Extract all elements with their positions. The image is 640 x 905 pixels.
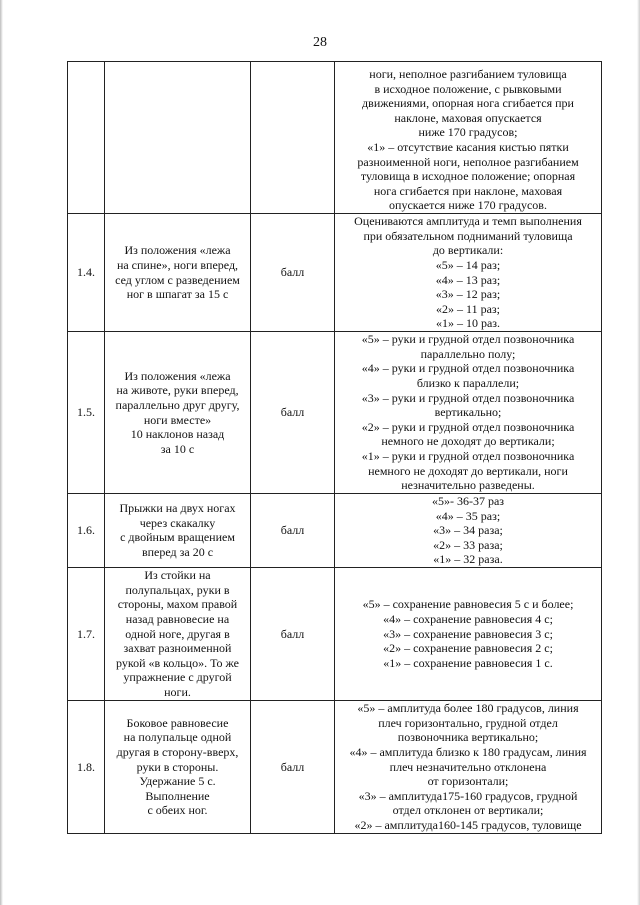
exercise-line: на спине», ноги вперед,	[116, 257, 239, 272]
criteria-line: отдел отклонен от вертикали;	[392, 803, 544, 818]
exercise-line: Из стойки на	[144, 568, 211, 583]
exercise-description	[105, 332, 251, 494]
criteria-table-body	[68, 62, 602, 834]
unit-of-measure: балл	[251, 567, 335, 700]
exercise-line: ног в шпагат за 15 с	[126, 287, 229, 302]
exercise-line: полупальцах, руки в	[125, 582, 230, 597]
criteria-line: наклоне, маховая опускается	[394, 110, 542, 125]
table-row	[68, 567, 602, 700]
criteria-line: в исходное положение, с рывковыми	[374, 81, 562, 96]
criteria-line: «2» – 33 раза;	[433, 537, 503, 552]
criteria-line: близко к параллели;	[416, 376, 520, 391]
criteria-line: «5» – амплитуда более 180 градусов, линия	[357, 701, 579, 716]
criteria-line: «4» – 13 раз;	[435, 272, 501, 287]
unit-of-measure: балл	[251, 700, 335, 833]
criteria-line: «3» – амплитуда175-160 градусов, грудной	[358, 788, 578, 803]
item-number	[68, 62, 105, 214]
criteria-line: «1» – 32 раза.	[433, 552, 503, 567]
criteria-line: «4» – амплитуда близко к 180 градусам, линия	[349, 745, 587, 760]
unit-of-measure	[251, 62, 335, 214]
criteria-line: «5» – руки и грудной отдел позвоночника	[361, 332, 575, 347]
exercise-line: вперед за 20 с	[141, 545, 214, 560]
exercise-line: Удержание 5 с.	[139, 774, 216, 789]
exercise-line: ноги.	[164, 685, 191, 700]
criteria-line: «3» – 12 раз;	[435, 287, 501, 302]
criteria-line: «5» – 14 раз;	[435, 257, 501, 272]
criteria-line: «2» – сохранение равновесия 2 с;	[383, 641, 553, 656]
exercise-line: параллельно друг другу,	[115, 397, 240, 412]
exercise-line: на животе, руки вперед,	[116, 383, 239, 398]
criteria-line: разноименной ноги, неполное разгибанием	[357, 154, 579, 169]
exercise-description	[105, 567, 251, 700]
criteria-line: Оцениваются амплитуда и темп выполнения	[354, 214, 582, 229]
criteria-line: движениями, опорная нога сгибается при	[362, 96, 574, 111]
scan-left-edge	[0, 0, 3, 905]
criteria-line: «2» – руки и грудной отдел позвоночника	[361, 419, 575, 434]
criteria-line: незначительно разведены.	[401, 478, 535, 493]
criteria-line: немного не доходят до вертикали, ноги	[368, 463, 568, 478]
exercise-line: рукой «в кольцо». То же	[116, 655, 239, 670]
criteria-line: «4» – сохранение равновесия 4 с;	[383, 612, 553, 627]
criteria-line: от горизонтали;	[427, 774, 509, 789]
unit-of-measure: балл	[251, 494, 335, 568]
criteria-line: «1» – руки и грудной отдел позвоночника	[361, 448, 575, 463]
criteria-line: «1» – 10 раз.	[435, 316, 501, 331]
table-row	[68, 214, 602, 332]
evaluation-criteria	[335, 62, 602, 214]
item-number: 1.6.	[68, 494, 105, 568]
criteria-line: ниже 170 градусов;	[418, 125, 518, 140]
exercise-line: Из положения «лежа	[124, 243, 231, 258]
exercise-line: через скакалку	[139, 515, 216, 530]
exercise-line: упражнение с другой	[123, 670, 232, 685]
exercise-line: Прыжки на двух ногах	[119, 501, 236, 516]
criteria-line: опускается ниже 170 градусов.	[389, 198, 547, 213]
criteria-line: «4» – руки и грудной отдел позвоночника	[361, 361, 575, 376]
exercise-line: за 10 с	[160, 441, 195, 456]
exercise-line: руки в стороны.	[136, 759, 219, 774]
exercise-line: с обеих ног.	[147, 803, 208, 818]
item-number: 1.4.	[68, 214, 105, 332]
evaluation-criteria	[335, 332, 602, 494]
unit-of-measure: балл	[251, 332, 335, 494]
item-number: 1.7.	[68, 567, 105, 700]
criteria-line: «2» – 11 раз;	[436, 301, 500, 316]
exercise-description	[105, 494, 251, 568]
evaluation-criteria	[335, 700, 602, 833]
criteria-line: «3» – сохранение равновесия 3 с;	[383, 626, 553, 641]
evaluation-criteria	[335, 494, 602, 568]
item-number: 1.5.	[68, 332, 105, 494]
criteria-line: до вертикали:	[432, 243, 504, 258]
criteria-line: «1» – сохранение равновесия 1 с.	[383, 655, 553, 670]
criteria-line: «3» – руки и грудной отдел позвоночника	[361, 390, 575, 405]
criteria-line: «4» – 35 раз;	[435, 508, 501, 523]
exercise-line: Из положения «лежа	[124, 368, 231, 383]
criteria-line: ноги, неполное разгибанием туловища	[369, 67, 567, 82]
exercise-line: 10 наклонов назад	[130, 427, 225, 442]
exercise-line: захват разноименной	[123, 641, 232, 656]
table-row	[68, 494, 602, 568]
criteria-line: «1» – отсутствие касания кистью пятки	[367, 140, 569, 155]
evaluation-criteria	[335, 567, 602, 700]
criteria-line: при обязательном подниманий туловища	[363, 228, 573, 243]
criteria-line: «2» – амплитуда160-145 градусов, туловище	[354, 818, 582, 833]
exercise-line: назад равновесие на	[125, 612, 230, 627]
criteria-table	[67, 61, 602, 834]
exercise-line: Выполнение	[145, 788, 210, 803]
exercise-line: другая в сторону-вверх,	[116, 745, 239, 760]
criteria-line: плеч незначительно отклонена	[389, 759, 547, 774]
page-number: 28	[313, 35, 327, 50]
criteria-line: нога сгибается при наклоне, маховая	[373, 183, 563, 198]
exercise-line: на полупальце одной	[123, 730, 232, 745]
table-row	[68, 332, 602, 494]
item-number: 1.8.	[68, 700, 105, 833]
exercise-line: Боковое равновесие	[126, 715, 229, 730]
criteria-line: «5» – сохранение равновесия 5 с и более;	[362, 597, 574, 612]
exercise-description	[105, 214, 251, 332]
exercise-description	[105, 62, 251, 214]
criteria-line: вертикально;	[434, 405, 502, 420]
exercise-line: одной ноге, другая в	[125, 626, 230, 641]
exercise-line: ноги вместе»	[143, 412, 212, 427]
criteria-line: плеч горизонтально, грудной отдел	[378, 715, 558, 730]
criteria-line: «5»- 36-37 раз	[431, 494, 505, 508]
exercise-description	[105, 700, 251, 833]
unit-of-measure: балл	[251, 214, 335, 332]
criteria-line: туловища в исходное положение; опорная	[360, 169, 576, 184]
exercise-line: стороны, махом правой	[117, 597, 238, 612]
criteria-line: параллельно полу;	[420, 346, 516, 361]
evaluation-criteria	[335, 214, 602, 332]
table-row	[68, 700, 602, 833]
exercise-line: сед углом с разведением	[115, 272, 240, 287]
criteria-line: позвоночника вертикально;	[397, 730, 539, 745]
exercise-line: с двойным вращением	[120, 530, 235, 545]
criteria-line: немного не доходят до вертикали;	[381, 434, 555, 449]
table-row	[68, 62, 602, 214]
criteria-line: «3» – 34 раза;	[433, 523, 503, 538]
